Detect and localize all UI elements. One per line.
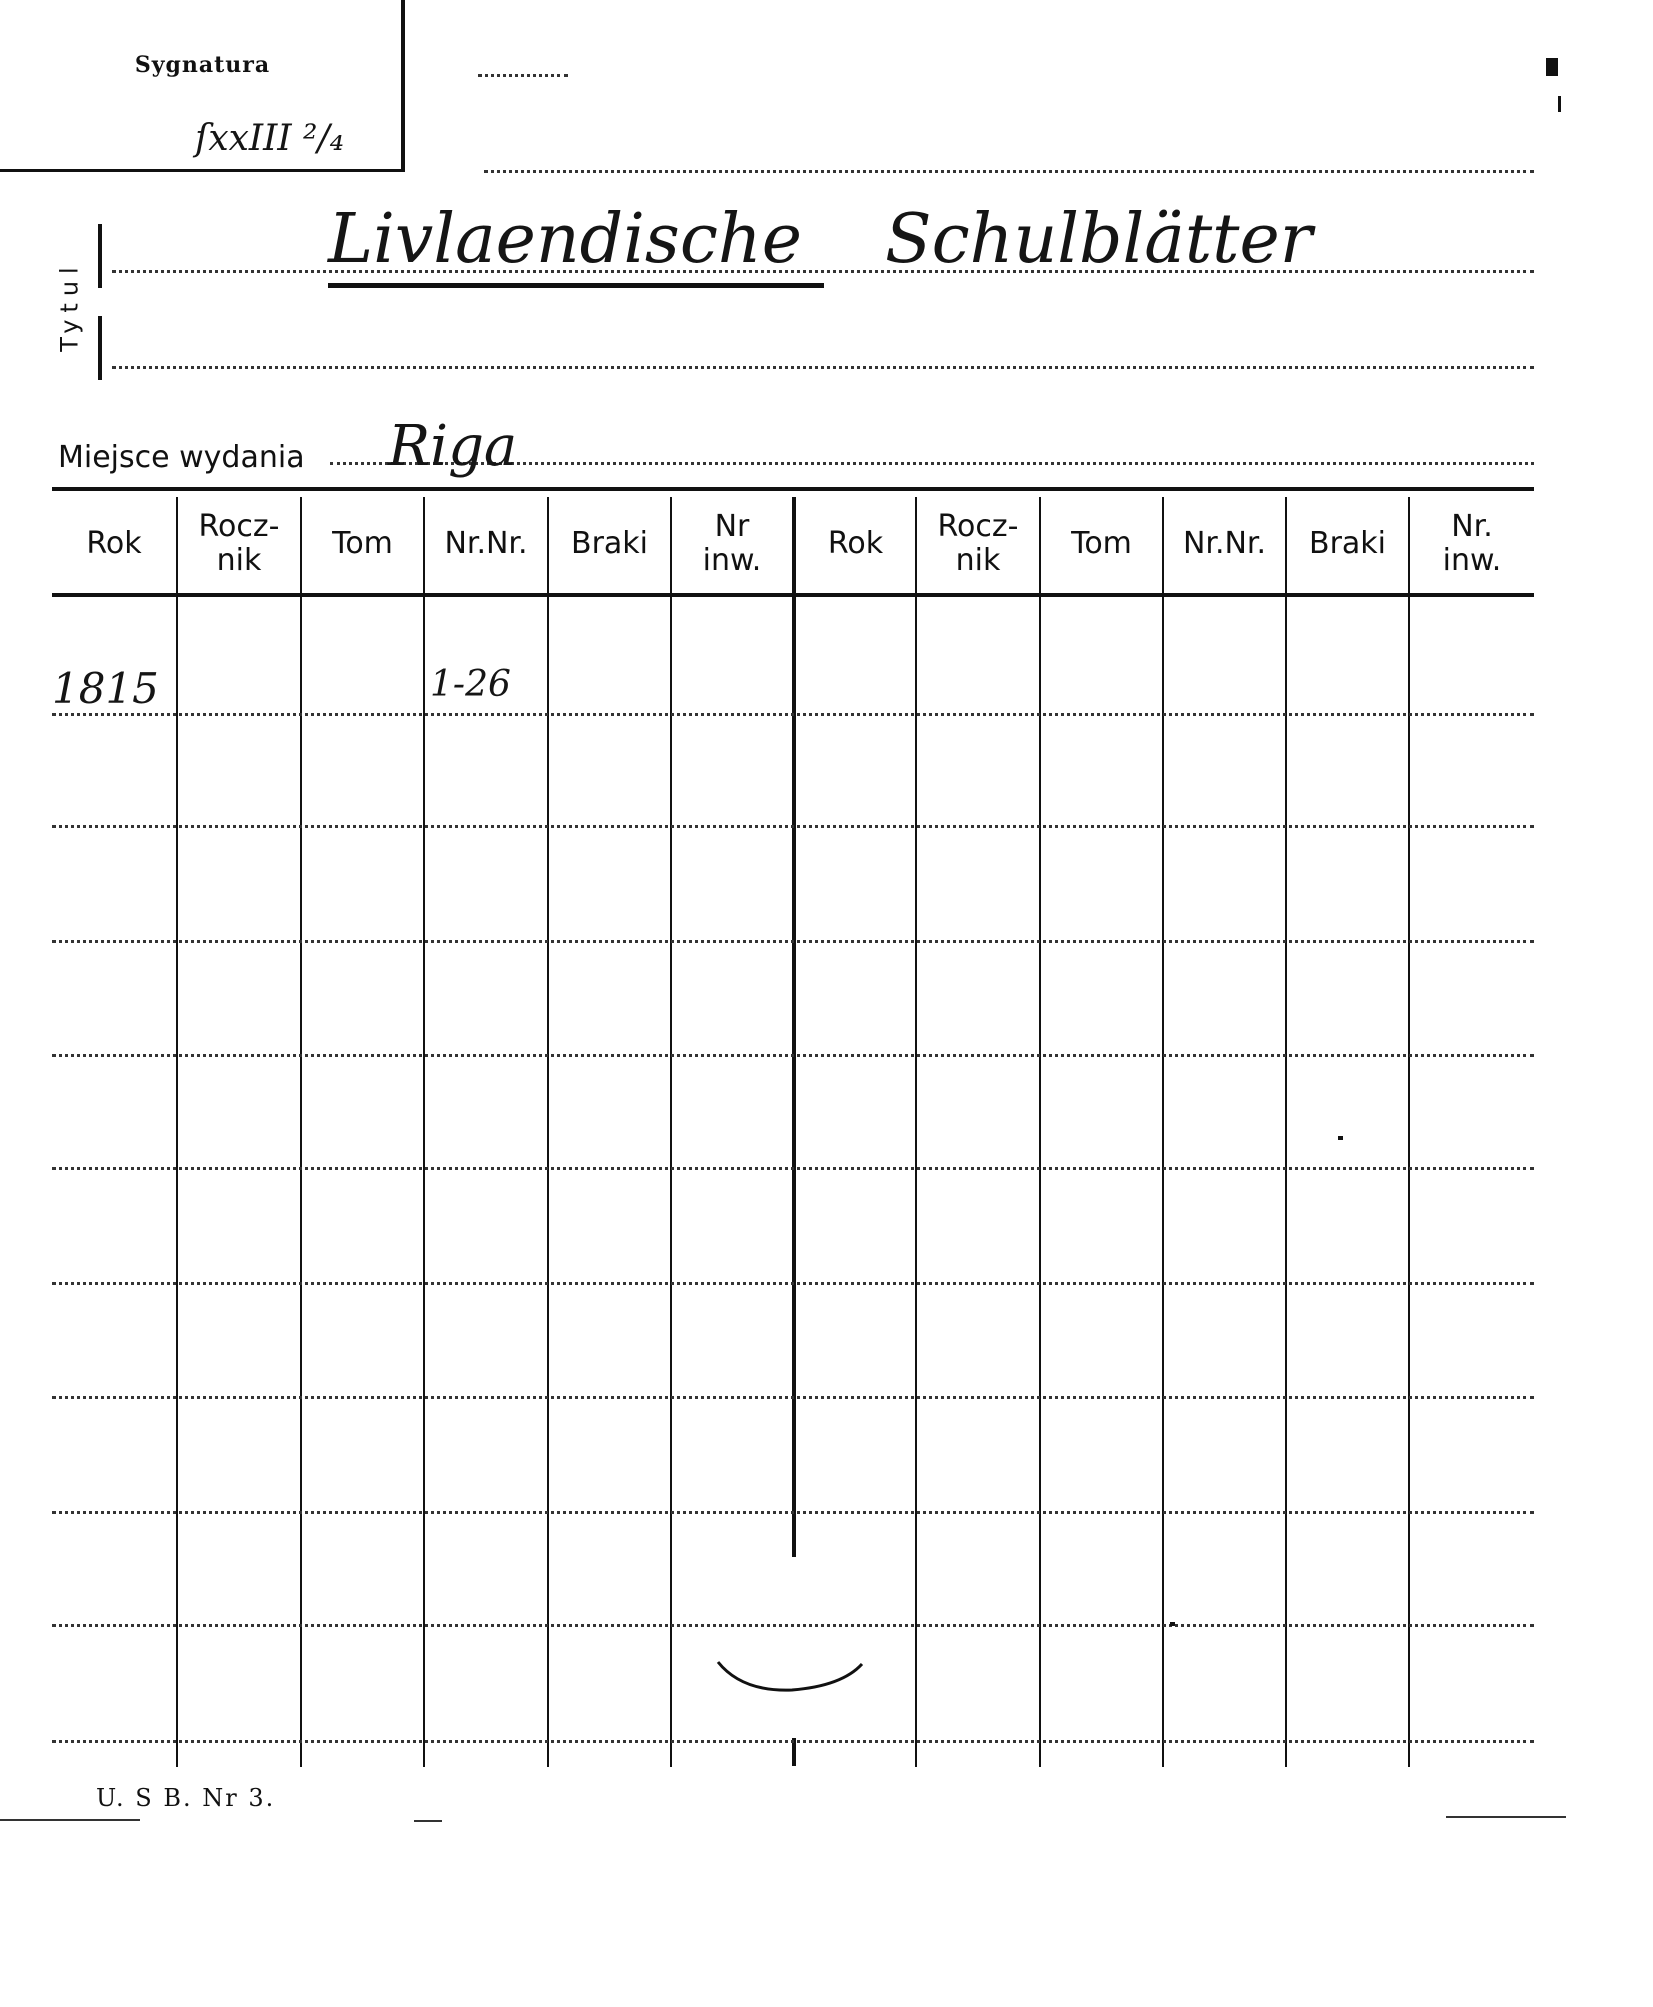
table-row-line [52,1054,1534,1057]
bottom-edge-line [0,1819,140,1821]
column-divider [300,497,302,1767]
header-tom: Tom [1071,526,1132,561]
column-divider [1162,497,1164,1767]
title-part-2: Schulblätter [885,200,1313,279]
scan-mark [1338,1136,1343,1140]
header-nr-inw: Nr inw. [702,509,762,578]
title-line-2 [112,366,1534,369]
signature-value: ſxxIII ²/₄ [195,118,345,159]
header-tom: Tom [332,526,393,561]
header-rocznik: Rocz- nik [937,509,1019,578]
title-line-1 [112,270,1534,273]
table-row-line [52,1511,1534,1514]
title-underline [328,283,824,288]
title-bracket-2 [98,316,102,380]
table-row-line [52,1624,1534,1627]
header-braki: Braki [1308,526,1386,561]
column-divider [1408,497,1410,1767]
header-dotted-line-2 [484,170,1534,173]
footer-form-number: U. S B. Nr 3. [96,1784,276,1812]
bottom-edge-line [1446,1816,1566,1818]
punch-hole [712,1640,872,1720]
header-dotted-line-1 [478,74,568,77]
header-nrnr: Nr.Nr. [1182,526,1267,561]
header-rocznik: Rocz- nik [198,509,280,578]
table-row-line [52,1396,1534,1399]
table-row-line [52,825,1534,828]
title-part-1: Livlaendische [328,200,802,279]
header-braki: Braki [570,526,648,561]
column-divider [176,497,178,1767]
table-row-line [52,713,1534,716]
column-divider [1039,497,1041,1767]
table-top-rule [52,487,1534,491]
scan-mark [1546,58,1558,76]
place-value: Riga [388,414,518,479]
column-divider [915,497,917,1767]
table-row-line [52,940,1534,943]
table-row-line [52,1167,1534,1170]
header-rok: Rok [827,526,884,561]
header-nr-inw: Nr. inw. [1442,509,1502,578]
table-row-line [52,1282,1534,1285]
place-label: Miejsce wydania [58,440,305,475]
column-divider [423,497,425,1767]
column-divider [547,497,549,1767]
signature-label: Sygnatura [134,52,271,78]
title-label: Tytul [56,260,85,352]
bottom-edge-line [414,1820,442,1822]
scan-mark [1170,1622,1175,1626]
title-bracket-1 [98,224,102,288]
table-cell-rok: 1815 [52,664,159,713]
table-cell-nrnr: 1-26 [430,664,511,705]
scan-mark [1558,96,1561,112]
column-divider [1285,497,1287,1767]
table-row-line [52,1740,1534,1743]
header-nrnr: Nr.Nr. [444,526,528,561]
header-rok: Rok [86,526,142,561]
column-divider [670,497,672,1767]
